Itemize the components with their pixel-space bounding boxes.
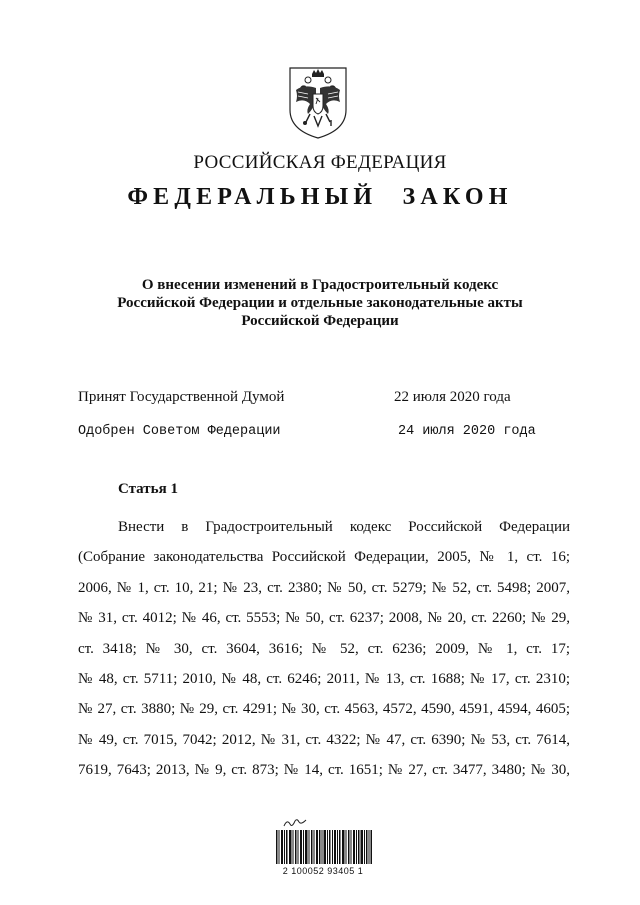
article-body-line: Внести в Градостроительный кодекс Российской Федерации (118, 519, 570, 535)
article-body-line: № 48, ст. 5711; 2010, № 48, ст. 6246; 2011, № 13, ст. 1688; № 17, ст. 2310; (78, 670, 570, 687)
law-type-heading: ФЕДЕРАЛЬНЫЙ ЗАКОН (127, 184, 513, 210)
law-title-line: Российской Федерации (241, 313, 399, 329)
law-title (60, 276, 580, 330)
article-body-line: № 27, ст. 3880; № 29, ст. 4291; № 30, ст. 4563, 4572, 4590, 4591, 4594, 4605; (78, 701, 570, 718)
council-approval-label: Одобрен Советом Федерации (78, 424, 281, 439)
article-body-line: № 49, ст. 7015, 7042; 2012, № 31, ст. 4322; № 47, ст. 6390; № 53, ст. 7614, (78, 731, 570, 748)
law-title-line: О внесении изменений в Градостроительный кодекс (141, 277, 499, 293)
article-body-line: (Собрание законодательства Российской Федерации, 2005, № 1, ст. 16; (78, 549, 570, 566)
council-approval-date: 24 июля 2020 года (398, 424, 536, 439)
article-body-line: ст. 3418; № 30, ст. 3604, 3616; № 52, ст. 6236; 2009, № 1, ст. 17; (78, 640, 570, 657)
duma-adoption-label: Принят Государственной Думой (78, 389, 285, 405)
article-heading: Статья 1 (118, 481, 178, 497)
article-body-line: 7619, 7643; 2013, № 9, ст. 873; № 14, ст. 1651; № 27, ст. 3477, 3480; № 30, (78, 762, 570, 779)
coat-of-arms-emblem (286, 64, 350, 140)
law-title-line: Российской Федерации и отдельные законодательные акты (117, 295, 523, 311)
article-body (78, 512, 570, 786)
barcode-number: 2 100052 93405 1 (282, 866, 364, 876)
duma-adoption-date: 22 июля 2020 года (394, 389, 511, 405)
country-name: РОССИЙСКАЯ ФЕДЕРАЦИЯ (193, 152, 447, 173)
article-body-line: № 31, ст. 4012; № 46, ст. 5553; № 50, ст. 6237; 2008, № 20, ст. 2260; № 29, (78, 610, 570, 627)
article-body-line: 2006, № 1, ст. 10, 21; № 23, ст. 2380; № 50, ст. 5279; № 52, ст. 5498; 2007, (78, 579, 570, 596)
barcode (276, 830, 372, 864)
signature-mark (282, 818, 308, 828)
